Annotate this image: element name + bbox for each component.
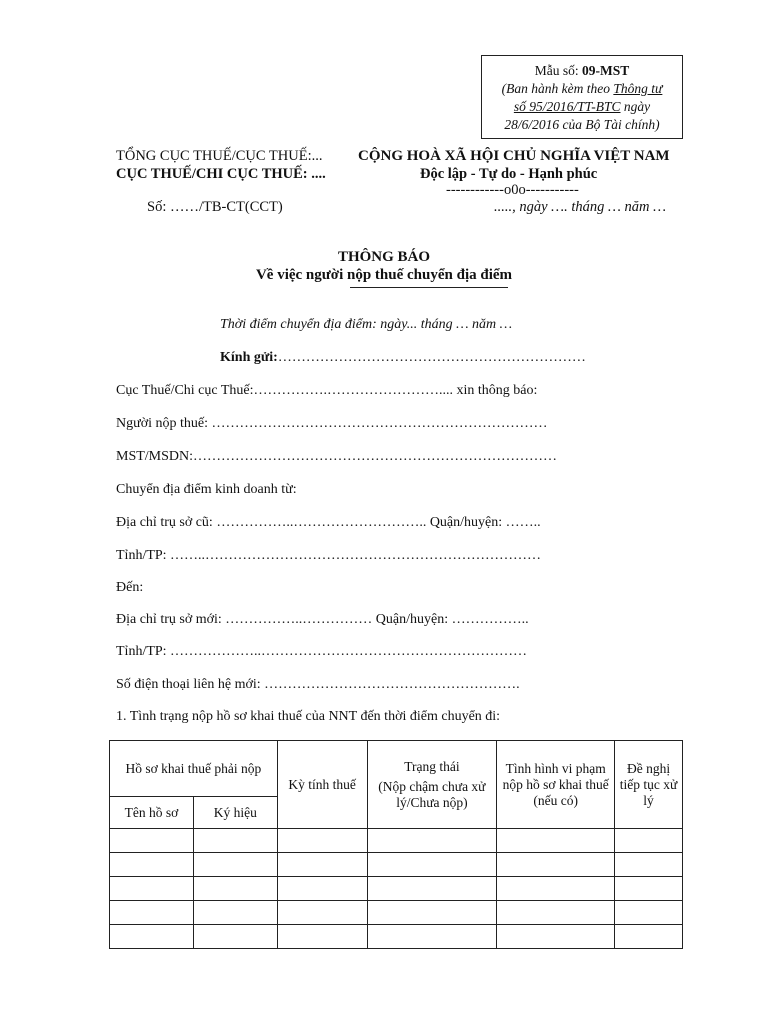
form-code-value: 09-MST	[582, 63, 630, 78]
table-cell	[615, 829, 683, 853]
table-cell	[193, 853, 277, 877]
issuer-line-1: TỔNG CỤC THUẾ/CỤC THUẾ:...	[116, 148, 323, 164]
document-number: Số: ……/TB-CT(CCT)	[147, 199, 283, 215]
new-address-field: Địa chỉ trụ sở mới: ……………..…………… Quận/huyện: ……………..	[116, 612, 529, 627]
table-row	[110, 901, 683, 925]
table-row	[110, 877, 683, 901]
circular-number-link[interactable]: số 95/2016/TT-BTC	[513, 99, 621, 114]
form-circular-number: số 95/2016/TT-BTC ngày	[513, 99, 651, 114]
taxpayer-field: Người nộp thuế: ………………………………………………………………	[116, 416, 548, 431]
filing-status-table	[109, 740, 683, 949]
tax-period-header: Kỳ tính thuế	[277, 741, 367, 829]
motto-separator: ------------o0o-----------	[446, 182, 579, 198]
proposal-header: Đề nghị tiếp tục xử lý	[615, 741, 683, 829]
addressee-label: Kính gửi:	[220, 350, 278, 365]
tax-id-field: MST/MSDN:……………………………………………………………………	[116, 449, 558, 464]
filing-name-header: Tên hồ sơ	[110, 797, 194, 829]
form-issuance-line: (Ban hành kèm theo Thông tư	[501, 81, 663, 96]
document-subtitle: Về việc người nộp thuế chuyển địa điểm	[255, 267, 513, 283]
table-cell	[367, 829, 497, 853]
table-cell	[193, 877, 277, 901]
move-to-label: Đến:	[116, 580, 144, 595]
table-cell	[367, 901, 497, 925]
addressee-dots: …………………………………………………………	[277, 350, 586, 365]
table-cell	[497, 925, 615, 949]
table-cell	[110, 925, 194, 949]
table-cell	[193, 925, 277, 949]
date-line: ....., ngày …. tháng … năm …	[494, 199, 666, 215]
table-cell	[110, 829, 194, 853]
filing-code-header: Ký hiệu	[193, 797, 277, 829]
table-cell	[277, 877, 367, 901]
table-cell	[615, 853, 683, 877]
table-row	[110, 853, 683, 877]
status-header: Trạng thái (Nộp chậm chưa xử lý/Chưa nộp)	[367, 741, 497, 829]
new-province-field: Tỉnh/TP: ………………..…………………………………………………	[116, 644, 528, 659]
table-row	[110, 925, 683, 949]
table-cell	[277, 829, 367, 853]
nation-title: CỘNG HOÀ XÃ HỘI CHỦ NGHĨA VIỆT NAM	[358, 148, 670, 164]
old-address-field: Địa chỉ trụ sở cũ: ……………..……………………….. Quận/huyện: ……..	[116, 515, 541, 530]
table-cell	[615, 925, 683, 949]
tax-office-field: Cục Thuế/Chi cục Thuế:…………….…………………….... xin thông báo:	[116, 383, 538, 398]
table-cell	[277, 853, 367, 877]
table-cell	[110, 853, 194, 877]
table-cell	[277, 925, 367, 949]
form-code-box	[481, 55, 683, 139]
table-cell	[110, 901, 194, 925]
table-cell	[615, 877, 683, 901]
circular-link[interactable]: Thông tư	[613, 81, 663, 96]
issuer-line-2: CỤC THUẾ/CHI CỤC THUẾ: ....	[116, 166, 326, 182]
table-cell	[367, 925, 497, 949]
table-cell	[110, 877, 194, 901]
section-1-heading: 1. Tình trạng nộp hồ sơ khai thuế của NNT đến thời điểm chuyển đi:	[116, 709, 501, 724]
document-title: THÔNG BÁO	[337, 249, 431, 265]
move-from-label: Chuyển địa điểm kinh doanh từ:	[116, 482, 297, 497]
table-row	[110, 829, 683, 853]
move-time-line: Thời điểm chuyển địa điểm: ngày... tháng … năm …	[220, 317, 513, 332]
required-filings-header: Hồ sơ khai thuế phải nộp	[110, 741, 278, 797]
table-cell	[277, 901, 367, 925]
old-province-field: Tỉnh/TP: ……..………………………………………………………………	[116, 548, 542, 563]
national-motto: Độc lập - Tự do - Hạnh phúc	[420, 166, 598, 182]
violation-header: Tình hình vi phạm nộp hồ sơ khai thuế (nếu có)	[497, 741, 615, 829]
phone-field: Số điện thoại liên hệ mới: ……………………………………………….	[116, 677, 520, 692]
form-issue-date: 28/6/2016 của Bộ Tài chính)	[504, 117, 660, 132]
table-cell	[497, 877, 615, 901]
table-cell	[193, 901, 277, 925]
table-cell	[497, 853, 615, 877]
table-cell	[497, 901, 615, 925]
form-code: Mẫu số: 09-MST	[534, 63, 630, 78]
addressee-line	[220, 350, 586, 366]
title-underline	[350, 287, 508, 288]
table-cell	[615, 901, 683, 925]
table-cell	[367, 877, 497, 901]
table-cell	[497, 829, 615, 853]
table-cell	[367, 853, 497, 877]
table-cell	[193, 829, 277, 853]
